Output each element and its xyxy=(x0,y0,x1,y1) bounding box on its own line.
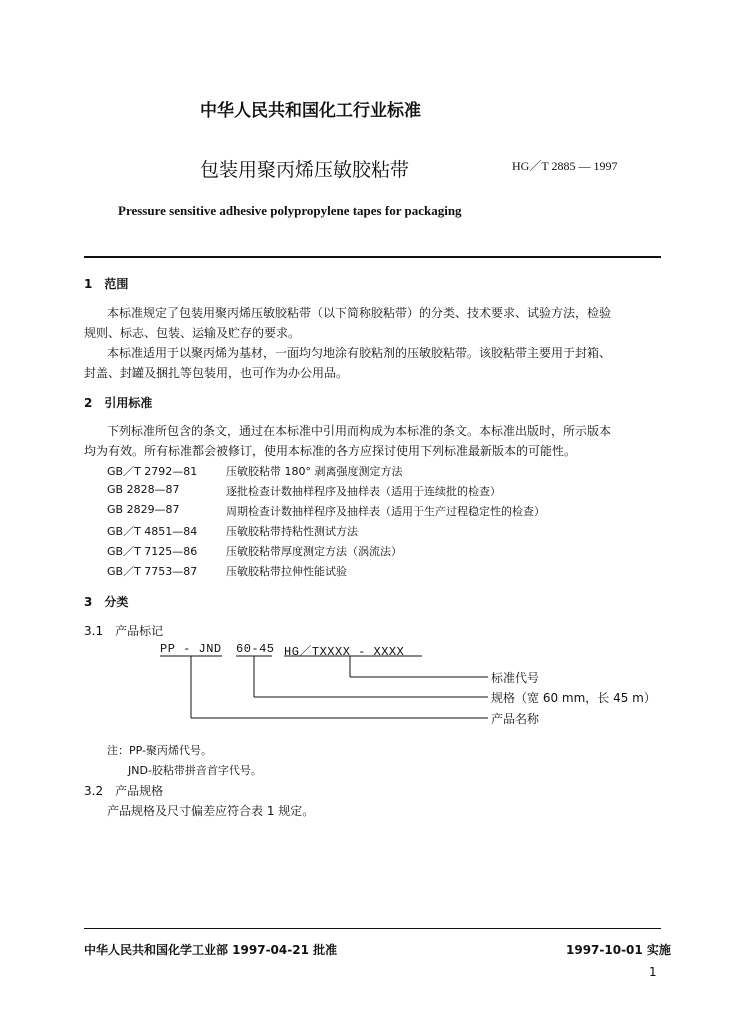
note-line-1: 注：PP-聚丙烯代号。 xyxy=(107,744,212,757)
reference-code: GB／T 2792—81 xyxy=(107,465,198,478)
reference-code: GB／T 4851—84 xyxy=(107,525,198,538)
section-3-2-text: 产品规格及尺寸偏差应符合表 1 规定。 xyxy=(107,804,315,818)
reference-code: GB／T 7753—87 xyxy=(107,565,198,578)
section-1-paragraph-1-line-2: 规则、标志、包装、运输及贮存的要求。 xyxy=(84,326,301,340)
label-specification: 规格（宽 60 mm，长 45 m） xyxy=(491,691,656,705)
approval-statement: 中华人民共和国化学工业部 1997-04-21 批准 xyxy=(84,943,338,957)
section-2-intro-line-1: 下列标准所包含的条文，通过在本标准中引用而构成为本标准的条文。本标准出版时，所示版本 xyxy=(107,424,612,438)
reference-title: 周期检查计数抽样程序及抽样表（适用于生产过程稳定性的检查） xyxy=(226,505,545,518)
standard-category-title: 中华人民共和国化工行业标准 xyxy=(200,101,421,121)
reference-title: 压敏胶粘带厚度测定方法（涡流法） xyxy=(226,545,402,558)
standard-number: HG／T 2885 — 1997 xyxy=(512,159,618,173)
marking-part-spec: 60-45 xyxy=(236,642,275,656)
reference-code: GB 2828—87 xyxy=(107,483,180,496)
reference-title: 压敏胶粘带拉伸性能试验 xyxy=(226,565,347,578)
label-standard-code: 标准代号 xyxy=(491,671,540,685)
reference-code: GB／T 7125—86 xyxy=(107,545,198,558)
note-line-2: JND-胶粘带拼音首字代号。 xyxy=(128,764,262,777)
reference-title: 压敏胶粘带 180° 剥离强度测定方法 xyxy=(226,465,403,478)
section-1-heading: 1 范围 xyxy=(84,277,129,291)
header-divider xyxy=(84,256,661,258)
document-title: 包装用聚丙烯压敏胶粘带 xyxy=(200,159,410,181)
marking-part-standard: HG／TXXXX - XXXX xyxy=(284,645,405,659)
marking-diagram xyxy=(150,650,500,730)
reference-code: GB 2829—87 xyxy=(107,503,180,516)
section-1-paragraph-2-line-2: 封盖、封罐及捆扎等包装用，也可作为办公用品。 xyxy=(84,366,349,380)
implementation-date: 1997-10-01 实施 xyxy=(566,943,671,957)
marking-part-material: PP - JND xyxy=(160,642,222,656)
section-3-heading: 3 分类 xyxy=(84,595,129,609)
section-1-paragraph-2-line-1: 本标准适用于以聚丙烯为基材，一面均匀地涂有胶粘剂的压敏胶粘带。该胶粘带主要用于封箱、 xyxy=(107,346,612,360)
page-number: 1 xyxy=(649,965,657,979)
section-2-intro-line-2: 均为有效。所有标准都会被修订，使用本标准的各方应探讨使用下列标准最新版本的可能性。 xyxy=(84,444,577,458)
reference-title: 逐批检查计数抽样程序及抽样表（适用于连续批的检查） xyxy=(226,485,501,498)
label-product-name: 产品名称 xyxy=(491,712,540,726)
reference-title: 压敏胶粘带持粘性测试方法 xyxy=(226,525,358,538)
section-1-paragraph-1-line-1: 本标准规定了包装用聚丙烯压敏胶粘带（以下简称胶粘带）的分类、技术要求、试验方法，检验 xyxy=(107,306,612,320)
section-2-heading: 2 引用标准 xyxy=(84,396,153,410)
section-3-2-heading: 3.2 产品规格 xyxy=(84,784,164,798)
footer-divider xyxy=(84,928,661,929)
section-3-1-heading: 3.1 产品标记 xyxy=(84,624,164,638)
english-title: Pressure sensitive adhesive polypropylene tapes for packaging xyxy=(118,203,462,218)
